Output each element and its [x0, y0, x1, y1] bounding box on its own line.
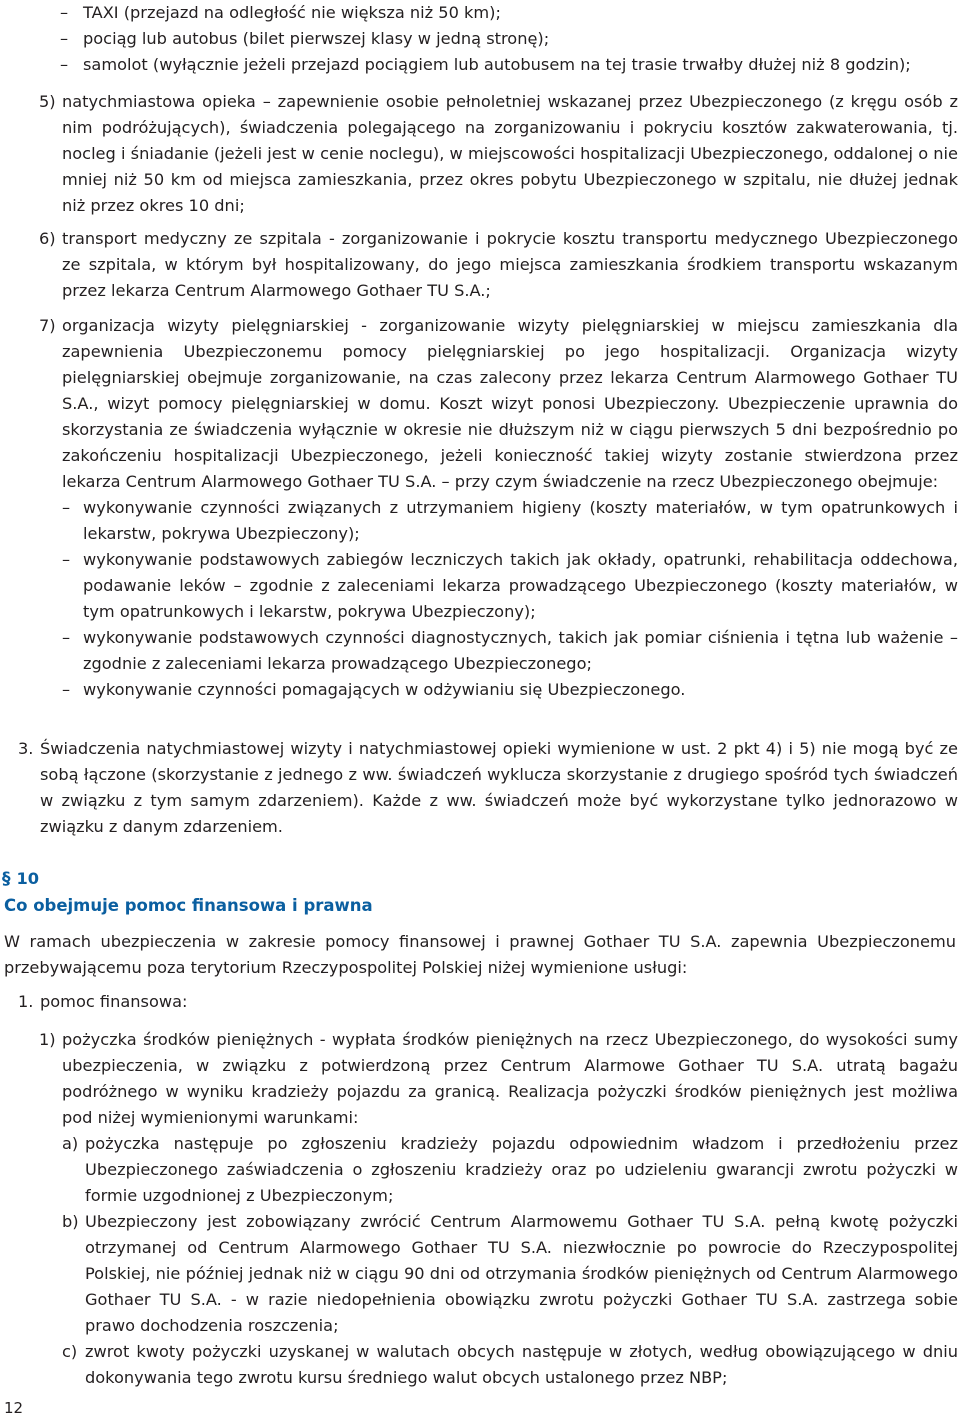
item-5	[0, 89, 958, 219]
section-number	[2, 866, 39, 892]
section-intro: W ramach ubezpieczenia w zakresie pomocy finansowej i prawnej Gothaer TU S.A. zapewnia Ubezpieczonemu przebywającemu poza terytorium Rzeczypospolitej Polskiej niżej wymienione usługi:	[4, 932, 956, 977]
item-marker: 1)	[39, 1030, 56, 1049]
section-number-value: 10	[16, 869, 40, 888]
condition-marker: c)	[62, 1342, 78, 1361]
transport-options-list	[0, 0, 960, 78]
list-item: – wykonywanie podstawowych zabiegów leczniczych takich jak okłady, opatrunki, rehabilitacja oddechowa, podawanie leków – zgodnie z zaleceniami lekarza prowadzącego Ubezpieczonego (koszty materiałów, w tym opatrunkowych i lekarstw, pokrywa Ubezpieczony);	[0, 547, 958, 625]
condition-b	[0, 1209, 958, 1339]
item-6	[0, 226, 958, 304]
list-item: – samolot (wyłącznie jeżeli przejazd pociągiem lub autobusem na tej trasie trwałby dłużej niż 8 godzin);	[0, 52, 960, 78]
condition-a	[0, 1131, 958, 1209]
item-7	[0, 313, 958, 703]
sub-item-1	[0, 1027, 958, 1391]
item-text: organizacja wizyty pielęgniarskiej - zorganizowanie wizyty pielęgniarskiej w miejscu zamieszkania dla zapewnienia Ubezpieczonemu pomocy pielęgniarskiej po jego hospitalizacji. Organizacja wizyty pielęgniarskiej obejmuje zorganizowanie, na czas zalecony przez lekarza Centrum Alarmowego Gothaer TU S.A., wizyt pomocy pielęgniarskiej w domu. Koszt wizyt ponosi Ubezpieczony. Ubezpieczenie uprawnia do skorzystania ze świadczenia wyłącznie w okresie nie dłuższym niż w ciągu pierwszych 5 dni bezpośrednio po zakończeniu hospitalizacji Ubezpieczonego, jeżeli konieczność takiej wizyty zostanie stwierdzona przez lekarza Centrum Alarmowego Gothaer TU S.A. – przy czym świadczenie na rzecz Ubezpieczonego obejmuje:	[62, 316, 958, 491]
condition-text: pożyczka następuje po zgłoszeniu kradzieży pojazdu odpowiednim władzom i przedłożeniu przez Ubezpieczonego zaświadczenia o zgłoszeniu kradzieży oraz po udzieleniu gwarancji zwrotu pożyczki w formie uzgodnionej z Ubezpieczonym;	[85, 1134, 958, 1205]
condition-c	[0, 1339, 958, 1391]
point-marker: 3.	[18, 739, 34, 758]
point-3	[0, 736, 958, 840]
item-marker: 6)	[39, 229, 56, 248]
page-number: 12	[4, 1399, 24, 1417]
item-text: transport medyczny ze szpitala - zorganizowanie i pokrycie kosztu transportu medycznego Ubezpieczonego ze szpitala, w którym był hospitalizowany, do jego miejsca zamieszkania środkiem transportu wskazanym przez lekarza Centrum Alarmowego Gothaer TU S.A.;	[62, 229, 958, 300]
point-1	[0, 989, 958, 1015]
condition-marker: b)	[62, 1212, 79, 1231]
item-marker: 7)	[39, 316, 56, 335]
section-symbol: §	[2, 869, 11, 889]
section-title: Co obejmuje pomoc finansowa i prawna	[4, 896, 373, 915]
point-marker: 1.	[18, 992, 34, 1011]
list-item: – pociąg lub autobus (bilet pierwszej klasy w jedną stronę);	[0, 26, 960, 52]
list-item: – wykonywanie czynności związanych z utrzymaniem higieny (koszty materiałów, w tym opatrunkowych i lekarstw, pokrywa Ubezpieczony);	[0, 495, 958, 547]
item-marker: 5)	[39, 92, 56, 111]
point-label: pomoc finansowa:	[40, 992, 188, 1011]
item-text: natychmiastowa opieka – zapewnienie osobie pełnoletniej wskazanej przez Ubezpieczonego (z kręgu osób z nim podróżujących), świadczenia polegającego na zorganizowaniu i pokryciu kosztów zakwaterowania, tj. nocleg i śniadanie (jeżeli jest w cenie noclegu), w miejscowości hospitalizacji Ubezpieczonego, oddalonej o nie mniej niż 50 km od miejsca zamieszkania, przez okres pobytu Ubezpieczonego w szpitalu, nie dłużej jednak niż przez okres 10 dni;	[62, 92, 958, 215]
condition-marker: a)	[62, 1134, 79, 1153]
item-text: pożyczka środków pieniężnych - wypłata środków pieniężnych na rzecz Ubezpieczonego, do wysokości sumy ubezpieczenia, w związku z potwierdzoną przez Centrum Alarmowe Gothaer TU S.A. utratą bagażu podróżnego w wyniku kradzieży pojazdu za granicą. Realizacja pożyczki środków pieniężnych jest możliwa pod niżej wymienionymi warunkami:	[62, 1030, 958, 1127]
list-item: – wykonywanie podstawowych czynności diagnostycznych, takich jak pomiar ciśnienia i tętna lub ważenie – zgodnie z zaleceniami lekarza prowadzącego Ubezpieczonego;	[0, 625, 958, 677]
list-item: – wykonywanie czynności pomagających w odżywianiu się Ubezpieczonego.	[0, 677, 958, 703]
list-item: – TAXI (przejazd na odległość nie większa niż 50 km);	[0, 0, 960, 26]
point-text: Świadczenia natychmiastowej wizyty i natychmiastowej opieki wymienione w ust. 2 pkt 4) i 5) nie mogą być ze sobą łączone (skorzystanie z jednego z ww. świadczeń wyklucza skorzystanie z drugiego spośród tych świadczeń w związku z tym samym zdarzeniem). Każde z ww. świadczeń może być wykorzystane tylko jednorazowo w związku z danym zdarzeniem.	[40, 739, 958, 836]
condition-text: Ubezpieczony jest zobowiązany zwrócić Centrum Alarmowemu Gothaer TU S.A. pełną kwotę pożyczki otrzymanej od Centrum Alarmowego Gothaer TU S.A. niezwłocznie po powrocie do Rzeczypospolitej Polskiej, nie później jednak niż w ciągu 90 dni od otrzymania środków pieniężnych od Centrum Alarmowego Gothaer TU S.A. - w razie niedopełnienia obowiązku zwrotu pożyczki Gothaer TU S.A. zastrzega sobie prawo dochodzenia roszczenia;	[85, 1212, 958, 1335]
condition-text: zwrot kwoty pożyczki uzyskanej w walutach obcych następuje w złotych, według obowiązującego w dniu dokonywania tego zwrotu kursu średniego walut obcych ustalonego przez NBP;	[85, 1342, 958, 1387]
